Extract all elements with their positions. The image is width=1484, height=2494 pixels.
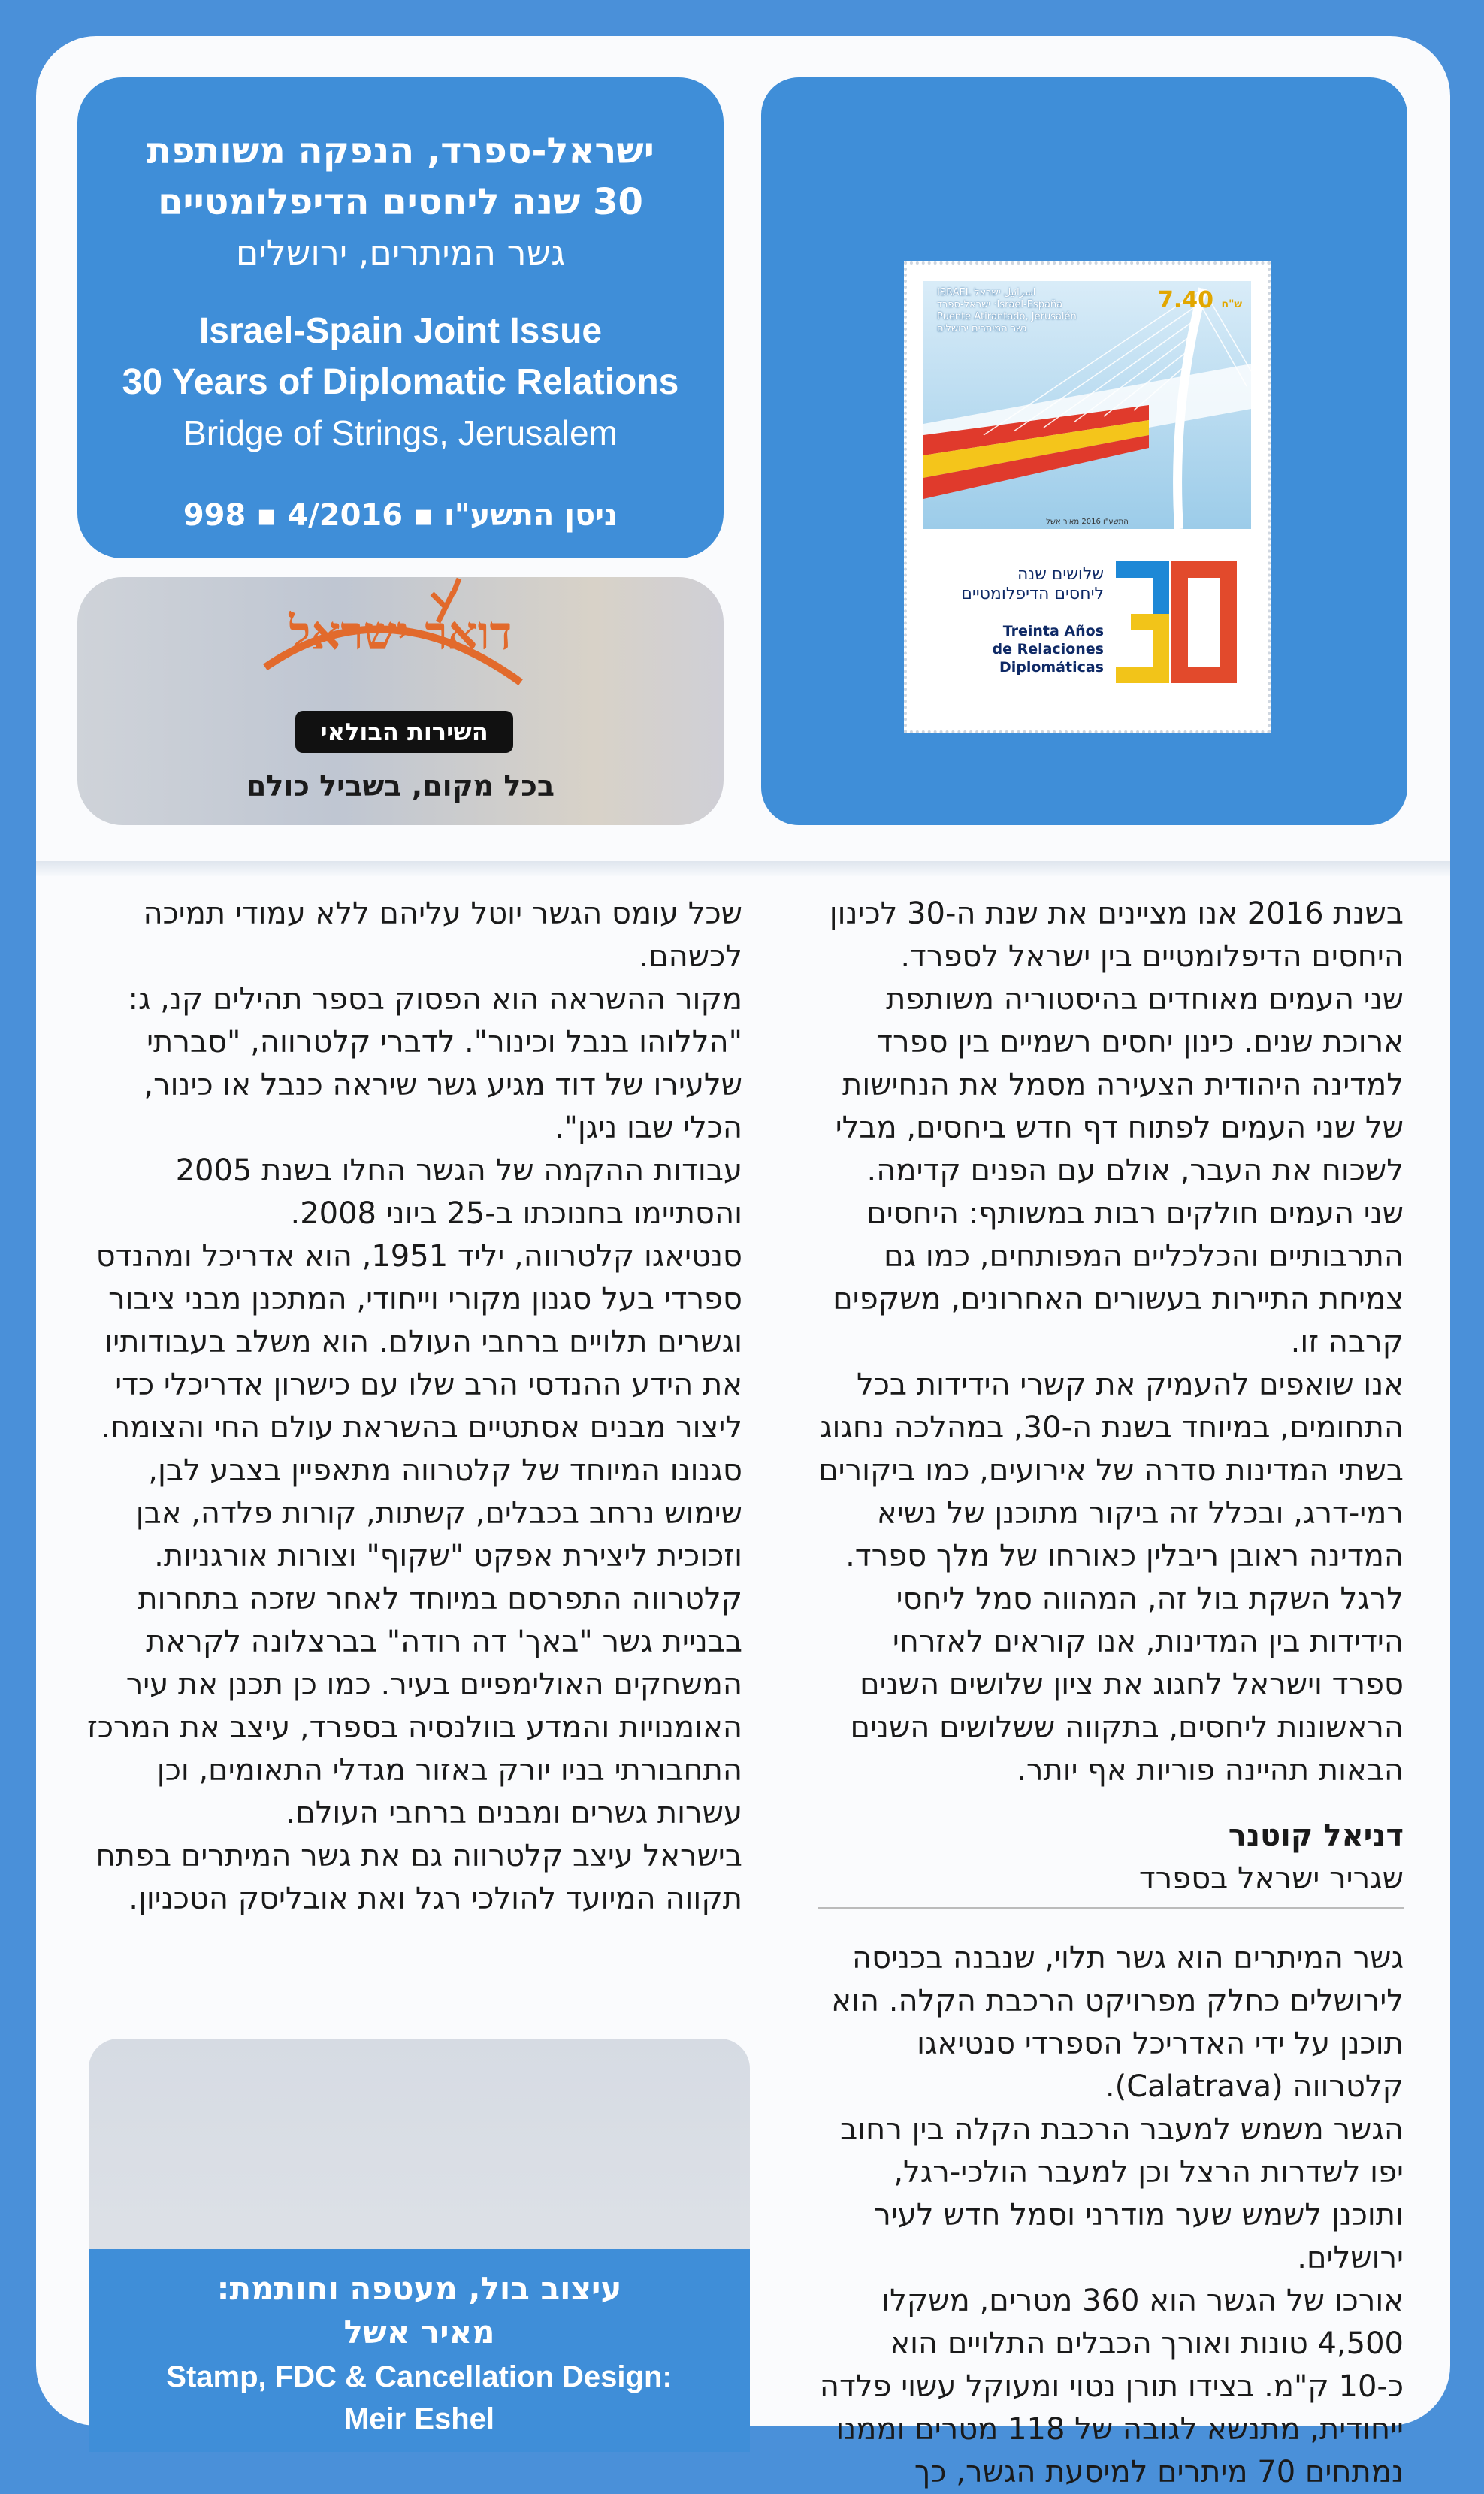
paragraph: הגשר משמש למעבר הרכבת הקלה בין רחוב יפו לשדרות הרצל וכן למעבר הולכי-רגל, ותוכנן לשמש שער מודרני וסמל חדש לעיר ירושלים. — [840, 2112, 1404, 2275]
stamp-value-unit: ש"ח — [1221, 298, 1242, 310]
stamp-tab — [923, 535, 1251, 715]
design-en-line1: Stamp, FDC & Cancellation Design: — [166, 2360, 672, 2393]
stamp-value — [1158, 287, 1242, 313]
paragraph: סנטיאגו קלטרווה, יליד 1951, הוא אדריכל ומהנדס ספרדי בעל סגנון מקורי וייחודי, המתכנן מבני ציבור וגשרים תלויים ברחבי העולם. הוא משלב בעבודותיו את הידע ההנדסי הרב שלו עם כישרון אדריכלי כדי ליצור מבנים אסתטיים בהשראת עולם החי והצומח. סגנונו המיוחד של קלטרווה מתאפיין בצבע לבן, שימוש נרחב בכבלים, קשתות, קורות פלדה, אבן וזכוכית ליצירת אפקט "שקוף" וצורות אורגניות. — [95, 1239, 742, 1573]
paragraph: עבודות ההקמה של הגשר החלו בשנת 2005 והסתיימו בחנוכתו ב-25 ביוני 2008. — [175, 1153, 742, 1231]
title-en-line3: Bridge of Strings, Jerusalem — [183, 413, 618, 452]
hebrew-text-right-column-2 — [818, 1937, 1404, 2494]
paragraph: בשנת 2016 אנו מציינים את שנת ה-30 לכינון היחסים הדיפלומטיים בין ישראל לספרד. — [829, 896, 1404, 974]
hebrew-text-left-column — [81, 893, 742, 1921]
paragraph: גשר המיתרים הוא גשר תלוי, שנבנה בכניסה לירושלים כחלק מפרויקט הרכבת הקלה. הוא תוכנן על ידי האדריכל הספרדי סנטיאגו קלטרווה (Calatrava). — [831, 1941, 1404, 2104]
stamp-country: ISRAEL اسرائيل ישראל — [937, 287, 1036, 298]
tab-he-2: ליחסים הדיפלומטיים — [961, 585, 1104, 603]
israel-post-logo-panel — [77, 577, 724, 825]
title-panel — [77, 77, 724, 558]
design-credits-panel — [89, 2039, 750, 2452]
fold-line — [36, 861, 1450, 876]
title-en-line1: Israel-Spain Joint Issue — [198, 311, 603, 351]
tab-hebrew — [961, 565, 1104, 604]
logo-slogan: בכל מקום, בשביל כולם — [246, 769, 555, 803]
stamp-caption-3: גשר המיתרים ירושלים — [937, 323, 1027, 334]
tab-es-1: Treinta Años — [1002, 623, 1104, 639]
stamp-credit: התשע"ו 2016 מאיר אשל — [1046, 518, 1129, 526]
title-he-line2: 30 שנה ליחסים הדיפלומטיים — [158, 181, 643, 223]
paragraph: שכל עומס הגשר יוטל עליהם ללא עמודי תמיכה לכשהם. — [143, 896, 742, 974]
tab-es-3: Diplomáticas — [999, 659, 1104, 676]
stamp-image — [923, 281, 1251, 529]
stamp-caption — [937, 287, 1077, 335]
paragraph: בישראל עיצב קלטרווה גם את גשר המיתרים בפתח תקווה המיועד להולכי רגל ואת אובליסק הטכניון. — [95, 1839, 742, 1916]
stamp-caption-2: Puente Atirantado, Jerusalén — [937, 311, 1077, 322]
tab-spanish — [992, 622, 1104, 676]
issue-info: ניסן התשע"ו ▪ 4/2016 ▪ 998 — [183, 498, 618, 533]
stamp — [904, 261, 1271, 733]
paragraph: אנו שואפים להעמיק את קשרי הידידות בכל התחומים, במיוחד בשנת ה-30, במהלכה נחגוג בשתי המדינות סדרה של אירועים, כמו ביקורים רמי-דרג, ובכלל זה ביקור מתוכנן של נשיא המדינה ראובן ריבלין כאורחו של מלך ספרד. — [818, 1368, 1404, 1573]
stamp-value-amount: 7.40 — [1157, 287, 1214, 313]
title-en-line2: 30 Years of Diplomatic Relations — [122, 362, 679, 402]
stamp-panel — [761, 77, 1407, 825]
logo-philatelic-service: השירות הבולאי — [295, 711, 513, 753]
tab-es-2: de Relaciones — [992, 641, 1104, 658]
thirty-logo-icon — [1108, 555, 1236, 690]
stamp-caption-1: ישראל-ספרד ·Israel-España — [937, 299, 1063, 310]
paragraph: מקור ההשראה הוא הפסוק בספר תהילים קנ, ג: "הללוהו בנבל וכינור". לדברי קלטרווה, "סברתי שלעירו של דוד מגיע גשר שיראה כנבל או כינור, הכלי שבו ניגן". — [128, 982, 742, 1145]
design-en-line2: Meir Eshel — [343, 2402, 495, 2435]
paragraph: שני העמים מאוחדים בהיסטוריה משותפת ארוכת שנים. כינון יחסים רשמיים בין ספרד למדינה היהודית הצעירה מסמל את הנחישות של שני העמים לפתוח דף חדש ביחסים, מבלי לשכוח את העבר, אולם עם הפנים קדימה. — [835, 982, 1404, 1188]
signature-name: דניאל קוטנר — [1228, 1818, 1404, 1853]
divider — [818, 1907, 1404, 1909]
hebrew-text-right-column — [818, 893, 1404, 1900]
signature-title: שגריר ישראל בספרד — [1138, 1861, 1404, 1896]
design-he-line1: עיצוב בול, מעטפה וחותמת: — [216, 2270, 622, 2307]
paragraph: אורכו של הגשר הוא 360 מטרים, משקלו 4,500 טונות ואורך הכבלים התלויים הוא כ-10 ק"מ. בצידו תורן נטוי ומעוקל עשוי פלדה ייחודית, מתנשא לגובה של 118 מטרים וממנו נמתחים 70 מיתרים למיסעת הגשר, כך — [819, 2284, 1404, 2489]
title-he-line1: ישראל-ספרד, הנפקה משותפת — [147, 130, 654, 172]
paragraph: לרגל השקת בול זה, המהווה סמל ליחסי הידידות בין המדינות, אנו קוראים לאזרחי ספרד וישראל לחגוג את ציון שלושים השנים הראשונות ליחסים, בתקווה ששלושים השנים הבאות תהיינה פוריות אף יותר. — [850, 1582, 1404, 1788]
design-he-line2: מאיר אשל — [343, 2314, 495, 2350]
design-credits — [89, 2249, 750, 2452]
leaflet-sheet — [36, 36, 1450, 2489]
paragraph: קלטרווה התפרסם במיוחד לאחר שזכה בתחרות בבניית גשר "באך' דה רודה" בברצלונה לקראת המשחקים האולימפיים בעיר. כמו כן תכנן את עיר האומנויות והמדע בוולנסיה בספרד, עיצב את המרכז התחבורתי בניו יורק באזור מגדלי התאומים, וכן עשרות גשרים ומבנים ברחבי העולם. — [87, 1582, 742, 1830]
logo-name: דואר ישראל — [289, 606, 512, 661]
title-he-line3: גשר המיתרים, ירושלים — [235, 232, 566, 273]
tab-he-1: שלושים שנה — [1017, 565, 1104, 584]
paragraph: שני העמים חולקים רבות במשותף: היחסים התרבותיים והכלכליים המפותחים, כמו גם צמיחת התיירות בעשורים האחרונים, משקפים קרבה זו. — [833, 1196, 1404, 1359]
